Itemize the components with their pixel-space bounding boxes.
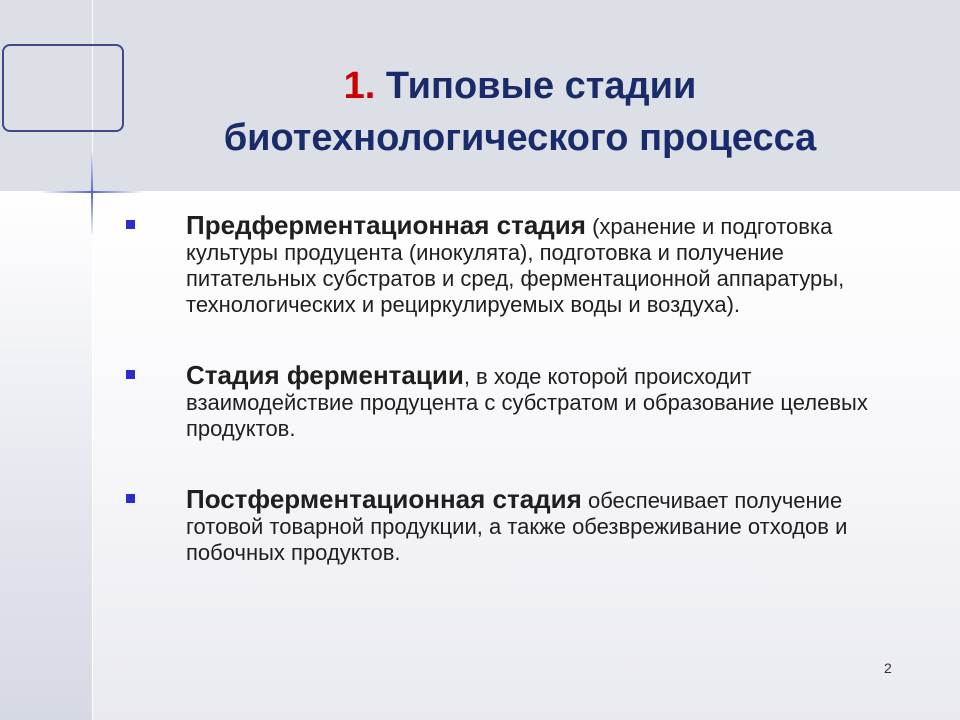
bullet-list bbox=[120, 212, 920, 566]
sparkle-vertical bbox=[91, 150, 93, 236]
item-text: , в ходе которой происходит взаимодействие продуцента с субстратом и образование целевых продуктов. bbox=[186, 364, 868, 441]
item-heading: Стадия ферментации bbox=[186, 360, 464, 390]
decorative-frame bbox=[2, 44, 124, 132]
item-heading: Предферментационная стадия bbox=[186, 210, 586, 240]
item-heading: Постферментационная стадия bbox=[186, 484, 582, 514]
sparkle-horizontal bbox=[40, 191, 144, 193]
list-item bbox=[120, 486, 920, 566]
title-line-1: Типовые стадии bbox=[385, 65, 697, 107]
square-bullet-icon bbox=[126, 220, 135, 229]
title-number: 1. bbox=[343, 65, 376, 107]
left-side-band bbox=[0, 192, 92, 720]
square-bullet-icon bbox=[126, 494, 135, 503]
item-text: (хранение и подготовка культуры продуцента (инокулята), подготовка и получение питательных субстратов и сред, ферментационной аппаратуры, технологических и рециркулируемых воды и воздуха). bbox=[186, 214, 845, 317]
slide-title bbox=[140, 60, 900, 164]
list-item bbox=[120, 212, 920, 318]
title-line-2: биотехнологического процесса bbox=[223, 117, 817, 159]
item-text: обеспечивает получение готовой товарной продукции, а также обезвреживание отходов и побочных продуктов. bbox=[186, 488, 848, 565]
list-item bbox=[120, 362, 920, 442]
decorative-horizontal-line bbox=[0, 191, 960, 192]
page-number: 2 bbox=[884, 660, 892, 676]
square-bullet-icon bbox=[126, 370, 135, 379]
